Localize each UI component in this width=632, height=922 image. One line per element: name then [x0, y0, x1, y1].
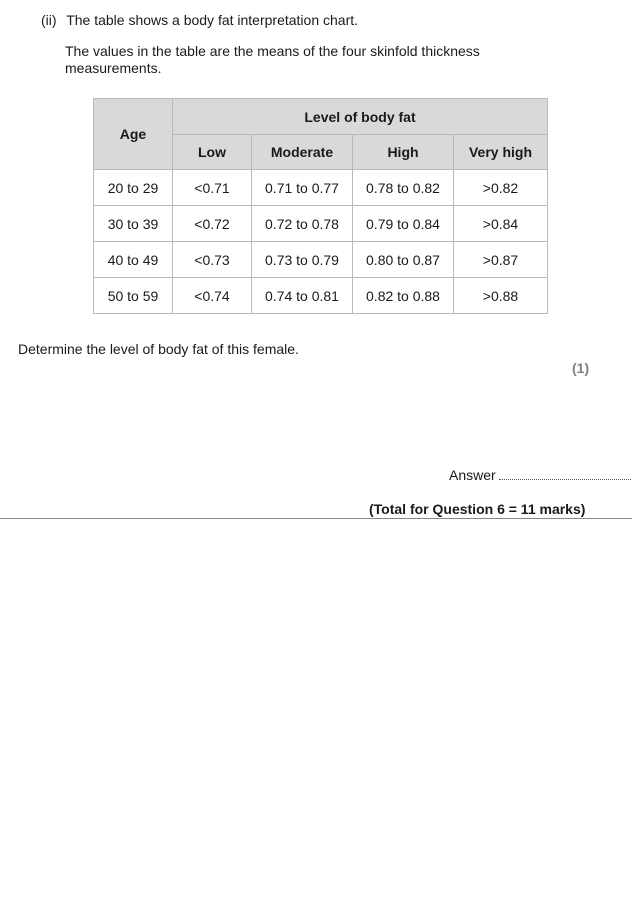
- value-cell: >0.88: [454, 278, 548, 314]
- table-row: [94, 278, 548, 314]
- question-header: [41, 12, 358, 28]
- column-header-low: Low: [173, 135, 252, 170]
- column-header-very-high: Very high: [454, 135, 548, 170]
- column-header-high: High: [353, 135, 454, 170]
- value-cell: <0.71: [173, 170, 252, 206]
- total-marks: (Total for Question 6 = 11 marks): [369, 501, 586, 517]
- value-cell: 0.72 to 0.78: [252, 206, 353, 242]
- value-cell: 0.79 to 0.84: [353, 206, 454, 242]
- value-cell: 0.80 to 0.87: [353, 242, 454, 278]
- answer-label: Answer: [449, 467, 496, 483]
- value-cell: 0.71 to 0.77: [252, 170, 353, 206]
- value-cell: 0.74 to 0.81: [252, 278, 353, 314]
- question-part-number: (ii): [41, 12, 57, 28]
- body-fat-chart-table: [93, 98, 548, 314]
- question-text: The table shows a body fat interpretation chart.: [66, 12, 359, 28]
- table-row: [94, 242, 548, 278]
- age-cell: 20 to 29: [94, 170, 173, 206]
- value-cell: >0.82: [454, 170, 548, 206]
- value-cell: 0.78 to 0.82: [353, 170, 454, 206]
- age-column-header: Age: [94, 99, 173, 170]
- age-cell: 50 to 59: [94, 278, 173, 314]
- value-cell: >0.84: [454, 206, 548, 242]
- column-header-moderate: Moderate: [252, 135, 353, 170]
- value-cell: <0.72: [173, 206, 252, 242]
- value-cell: 0.73 to 0.79: [252, 242, 353, 278]
- value-cell: <0.73: [173, 242, 252, 278]
- table-row: [94, 170, 548, 206]
- answer-field[interactable]: [499, 467, 632, 480]
- marks-indicator: (1): [572, 360, 590, 376]
- table-row: [94, 206, 548, 242]
- value-cell: 0.82 to 0.88: [353, 278, 454, 314]
- question-prompt: Determine the level of body fat of this female.: [18, 341, 299, 357]
- table-intro: The values in the table are the means of the four skinfold thickness measurements.: [65, 43, 480, 76]
- value-cell: <0.74: [173, 278, 252, 314]
- divider: [0, 518, 632, 519]
- answer-line: [449, 467, 632, 483]
- value-cell: >0.87: [454, 242, 548, 278]
- age-cell: 40 to 49: [94, 242, 173, 278]
- level-group-header: Level of body fat: [173, 99, 548, 135]
- age-cell: 30 to 39: [94, 206, 173, 242]
- table-header-row: [94, 99, 548, 135]
